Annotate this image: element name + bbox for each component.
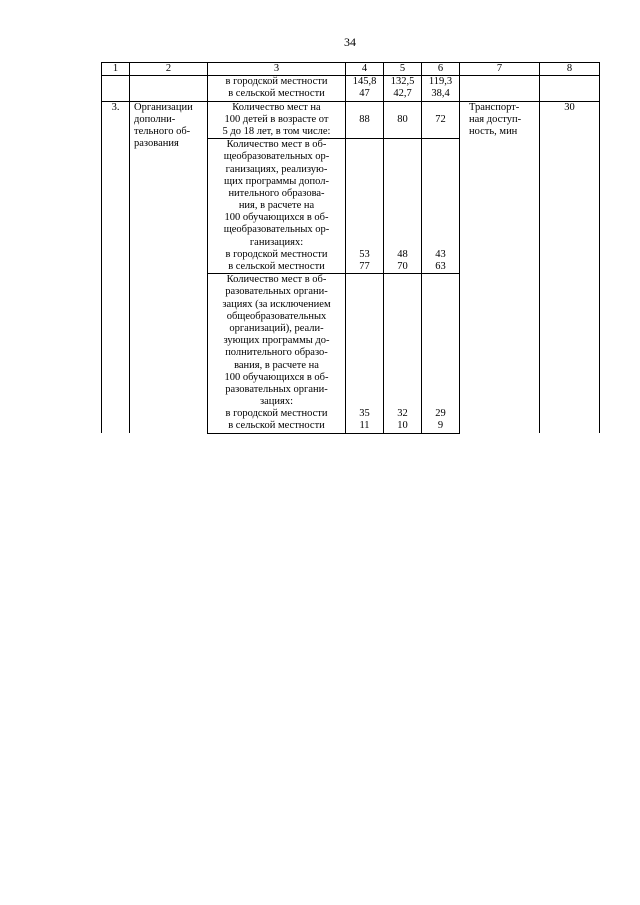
- header-cell: 2: [130, 63, 208, 76]
- cell-value: 119,3 38,4: [422, 76, 460, 101]
- criterion-value: 30: [540, 101, 600, 433]
- table-row: [102, 76, 600, 101]
- header-cell: 8: [540, 63, 600, 76]
- cell-value: 53 77: [346, 139, 384, 274]
- criterion: Транспорт- ная доступ- ность, мин: [460, 101, 540, 433]
- header-cell: 4: [346, 63, 384, 76]
- cell-value: 29 9: [422, 274, 460, 433]
- cell-indicator: в городской местности в сельской местности: [208, 76, 346, 101]
- header-cell: 5: [384, 63, 422, 76]
- cell-value: 48 70: [384, 139, 422, 274]
- cell-value: 145,8 47: [346, 76, 384, 101]
- page-number: 34: [344, 35, 356, 49]
- cell-value: 132,5 42,7: [384, 76, 422, 101]
- cell-value: 88: [346, 101, 384, 139]
- cell-indicator: Количество мест на 100 детей в возрасте от 5 до 18 лет, в том числе:: [208, 101, 346, 139]
- header-row: [102, 63, 600, 76]
- row-number: 3.: [102, 101, 130, 433]
- header-cell: 1: [102, 63, 130, 76]
- cell-indicator: Количество мест в об- разовательных органи- зациях (за исключением общеобразовательных организаций), реали- зующих программы до- полнительного образо- вания, в расчете на 100 обучающихся в об- разовательных органи- зациях: в городской местности в сельской местности: [208, 274, 346, 433]
- cell-value: 32 10: [384, 274, 422, 433]
- cell-indicator: Количество мест в об- щеобразовательных ор- ганизациях, реализую- щих программы допол- нительного образова- ния, в расчете на 100 обучающихся в об- щеобразовательных ор- ганизациях: в городской местности в сельской местности: [208, 139, 346, 274]
- organization-type: Организации дополни- тельного об- разования: [130, 101, 208, 433]
- header-cell: 3: [208, 63, 346, 76]
- cell-value: 80: [384, 101, 422, 139]
- header-cell: 7: [460, 63, 540, 76]
- table-row: [102, 101, 600, 139]
- cell-value: 72: [422, 101, 460, 139]
- cell-value: 35 11: [346, 274, 384, 433]
- cell-value: 43 63: [422, 139, 460, 274]
- data-table: [101, 62, 600, 434]
- header-cell: 6: [422, 63, 460, 76]
